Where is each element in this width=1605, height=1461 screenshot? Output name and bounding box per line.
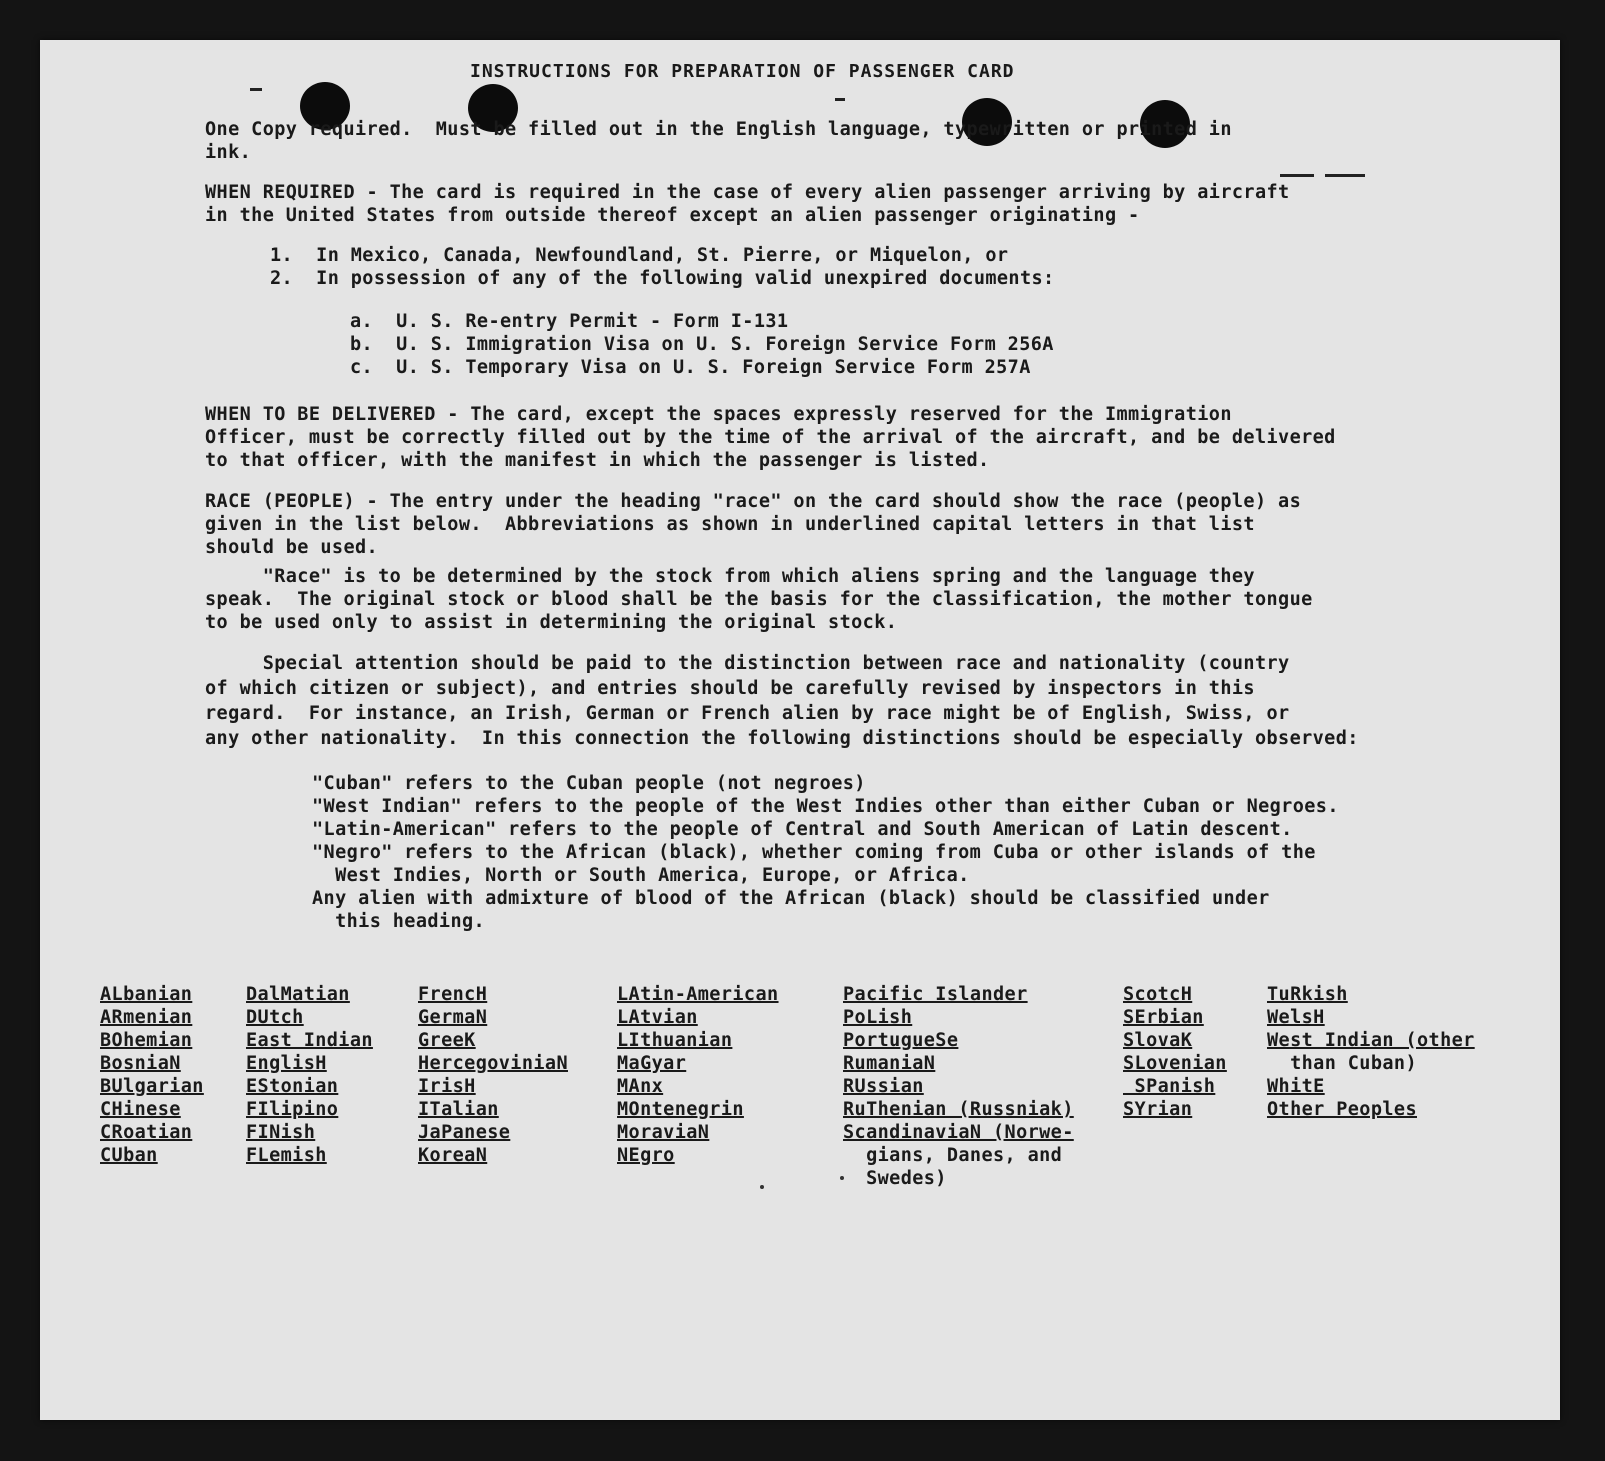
race-item: GermaN [418,1007,488,1028]
race-item: DUtch [246,1007,304,1028]
race-item: CUban [100,1145,158,1166]
race-item: CRoatian [100,1122,193,1143]
race-item: TuRkish [1267,984,1348,1005]
race-item: ScotcH [1123,984,1193,1005]
ink-mark [1325,174,1365,177]
text-line: regard. For instance, an Irish, German or French alien by race might be of English, Swiss, or [205,703,1290,724]
text-line: to be used only to assist in determining the original stock. [205,612,898,633]
race-item: MaGyar [617,1053,687,1074]
race-item: ARmenian [100,1007,193,1028]
race-item: ALbanian [100,984,193,1005]
race-item: SLovenian [1123,1053,1227,1074]
race-item: SYrian [1123,1099,1193,1120]
race-item: FrencH [418,984,488,1005]
race-item: SPanish [1123,1076,1216,1097]
list-item: b. U. S. Immigration Visa on U. S. Foreign Service Form 256A [350,334,1054,355]
text-line: in the United States from outside thereof except an alien passenger originating - [205,205,1140,226]
text-line: to that officer, with the manifest in which the passenger is listed. [205,450,990,471]
list-item: 1. In Mexico, Canada, Newfoundland, St. Pierre, or Miquelon, or [270,245,1009,266]
text-line: ink. [205,142,252,163]
text-line: Any alien with admixture of blood of the African (black) should be classified under [312,888,1270,909]
race-item: CHinese [100,1099,181,1120]
race-item: PoLish [843,1007,913,1028]
race-item: GreeK [418,1030,476,1051]
text-line: any other nationality. In this connection the following distinctions should be especially observed: [205,728,1359,749]
race-list-column-6 [1123,983,1227,1121]
text-line: One Copy required. Must be filled out in the English language, typewritten or printed in [205,119,1232,140]
race-item: LIthuanian [617,1030,733,1051]
numbered-list [270,244,1590,290]
race-list-column-1 [100,983,204,1167]
text-line: West Indies, North or South America, Europe, or Africa. [312,865,970,886]
text-line: given in the list below. Abbreviations as shown in underlined capital letters in that list [205,514,1255,535]
race-item: Swedes) [843,1168,947,1189]
race-item: BOhemian [100,1030,193,1051]
race-item: KoreaN [418,1145,488,1166]
race-item: BosniaN [100,1053,181,1074]
ink-mark [250,88,262,91]
race-list-column-7 [1267,983,1475,1121]
ink-mark [835,98,845,101]
ink-mark [1280,174,1314,177]
race-item: MoraviaN [617,1122,710,1143]
race-item: MAnx [617,1076,664,1097]
race-list-column-5 [843,983,1074,1190]
race-item: PortugueSe [843,1030,959,1051]
list-item: a. U. S. Re-entry Permit - Form I-131 [350,311,789,332]
race-item: LAtin-American [617,984,779,1005]
text-line: RACE (PEOPLE) - The entry under the heading "race" on the card should show the race (people) as [205,491,1302,512]
text-line: of which citizen or subject), and entries should be carefully revised by inspectors in this [205,678,1255,699]
race-item: WelsH [1267,1007,1325,1028]
race-item: FINish [246,1122,316,1143]
race-item: West Indian (other [1267,1030,1475,1051]
race-item: MOntenegrin [617,1099,744,1120]
race-item: IrisH [418,1076,476,1097]
text-line: Special attention should be paid to the distinction between race and nationality (country [205,653,1290,674]
special-attention-paragraph [205,651,1525,751]
race-list-column-4 [617,983,779,1167]
text-line: Officer, must be correctly filled out by the time of the arrival of the aircraft, and be delivered [205,427,1336,448]
text-line: speak. The original stock or blood shall be the basis for the classification, the mother tongue [205,589,1313,610]
race-paragraph [205,490,1525,559]
race-item: Pacific Islander [843,984,1028,1005]
race-item: ITalian [418,1099,499,1120]
text-line: WHEN TO BE DELIVERED - The card, except the spaces expressly reserved for the Immigration [205,404,1232,425]
text-line: "Latin-American" refers to the people of Central and South American of Latin descent. [312,819,1293,840]
race-item: Other Peoples [1267,1099,1417,1120]
page-title: INSTRUCTIONS FOR PREPARATION OF PASSENGER CARD [470,61,1015,82]
race-item: EnglisH [246,1053,327,1074]
text-line: this heading. [312,911,486,932]
race-item: DalMatian [246,984,350,1005]
race-item: NEgro [617,1145,675,1166]
race-item: East Indian [246,1030,373,1051]
race-item: RUssian [843,1076,924,1097]
lettered-list [350,310,1605,379]
when-required-paragraph [205,181,1525,227]
race-item: FIlipino [246,1099,339,1120]
list-item: c. U. S. Temporary Visa on U. S. Foreign Service Form 257A [350,357,1031,378]
race-item: BUlgarian [100,1076,204,1097]
race-item: gians, Danes, and [843,1145,1063,1166]
race-item: RuThenian (Russniak) [843,1099,1074,1120]
race-item: LAtvian [617,1007,698,1028]
text-line: "Negro" refers to the African (black), whether coming from Cuba or other islands of the [312,842,1316,863]
race-item: ScandinaviaN (Norwe- [843,1122,1074,1143]
text-line: "Race" is to be determined by the stock from which aliens spring and the language they [205,566,1255,587]
race-item: RumaniaN [843,1053,936,1074]
text-line: WHEN REQUIRED - The card is required in the case of every alien passenger arriving by aircraft [205,182,1290,203]
intro-paragraph [205,118,1525,164]
race-list-column-3 [418,983,568,1167]
race-item: SlovaK [1123,1030,1193,1051]
ink-speck [760,1185,764,1189]
text-line: "West Indian" refers to the people of the West Indies other than either Cuban or Negroes. [312,796,1339,817]
race-item: HercegoviniaN [418,1053,568,1074]
race-item: FLemish [246,1145,327,1166]
race-item: JaPanese [418,1122,511,1143]
race-item: EStonian [246,1076,339,1097]
distinctions-list [312,772,1605,933]
race-item: WhitE [1267,1076,1325,1097]
text-line: should be used. [205,537,379,558]
list-item: 2. In possession of any of the following valid unexpired documents: [270,268,1055,289]
race-item: than Cuban) [1267,1053,1417,1074]
race-item: SErbian [1123,1007,1204,1028]
race-list-column-2 [246,983,373,1167]
race-definition-paragraph [205,565,1525,634]
text-line: "Cuban" refers to the Cuban people (not negroes) [312,773,866,794]
when-delivered-paragraph [205,403,1525,472]
